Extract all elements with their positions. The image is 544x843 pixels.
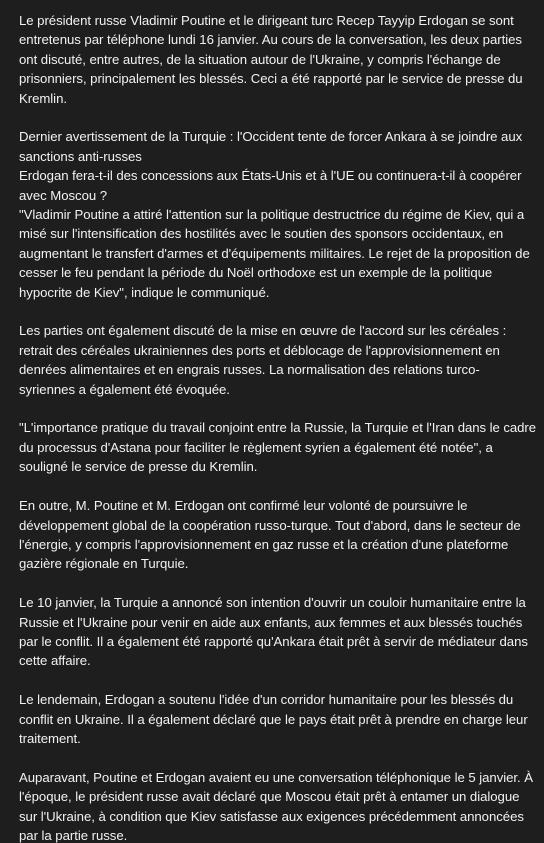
paragraph-line: conflit en Ukraine. Il a également déclaré que le pays était prêt à prendre en charge leur <box>19 711 528 727</box>
paragraph-line: retrait des céréales ukrainiennes des ports et déblocage de l'approvisionnement en <box>19 342 500 358</box>
paragraph-line: Le lendemain, Erdogan a soutenu l'idée d'un corridor humanitaire pour les blessés du <box>19 692 514 708</box>
paragraph-line: Le président russe Vladimir Poutine et le dirigeant turc Recep Tayyip Erdogan se sont <box>19 13 514 28</box>
paragraph-line: par le conflit. Il a également été rapporté qu'Ankara était prêt à servir de médiateur dans <box>19 633 528 649</box>
article-paragraph <box>19 11 530 108</box>
paragraph-line: Le 10 janvier, la Turquie a annoncé son intention d'ouvrir un couloir humanitaire entre la <box>19 595 526 611</box>
paragraph-line: "Vladimir Poutine a attiré l'attention sur la politique destructrice du régime de Kiev, qui a <box>19 207 525 223</box>
article-paragraph <box>19 768 533 843</box>
paragraph-line: sur l'Ukraine, à condition que Kiev satisfasse aux exigences précédemment annoncées <box>19 808 524 824</box>
paragraph-line: cette affaire. <box>19 653 91 669</box>
article-paragraph <box>19 321 530 399</box>
article-paragraph <box>19 418 537 476</box>
paragraph-line: Kremlin. <box>19 90 67 106</box>
article-paragraph <box>19 127 530 302</box>
paragraph-line: par la partie russe. <box>19 827 128 843</box>
paragraph-line: syriennes a également été évoquée. <box>19 381 230 397</box>
paragraph-line: l'énergie, y compris l'approvisionnement en gaz russe et la création d'une plateforme <box>19 536 509 552</box>
paragraph-line: Dernier avertissement de la Turquie : l'Occident tente de forcer Ankara à se joindre aux <box>19 129 523 145</box>
paragraph-line: prisonniers, principalement les blessés. Ceci a été rapporté par le service de presse du <box>19 71 523 87</box>
paragraph-line: cesser le feu pendant la période du Noël orthodoxe est un exemple de la politique <box>19 265 493 281</box>
paragraph-line: misé sur l'intensification des hostilités avec le soutien des sponsors occidentaux, en <box>19 226 504 242</box>
paragraph-line: gazière régionale en Turquie. <box>19 556 189 572</box>
paragraph-line: sanctions anti-russes <box>19 148 142 164</box>
paragraph-line: avec Moscou ? <box>19 187 108 203</box>
paragraph-line: Erdogan fera-t-il des concessions aux États-Unis et à l'UE ou continuera-t-il à coopérer <box>19 168 522 184</box>
paragraph-line: Russie et l'Ukraine pour venir en aide aux enfants, aux femmes et aux blessés touchés <box>19 614 523 630</box>
paragraph-line: ont discuté, entre autres, de la situation autour de l'Ukraine, y compris l'échange de <box>19 51 501 67</box>
paragraph-line: hypocrite de Kiev", indique le communiqué. <box>19 284 270 300</box>
paragraph-line: "L'importance pratique du travail conjoint entre la Russie, la Turquie et l'Iran dans le cadre <box>19 420 537 436</box>
paragraph-line: Auparavant, Poutine et Erdogan avaient eu une conversation téléphonique le 5 janvier. À <box>19 769 533 785</box>
paragraph-line: l'époque, le président russe avait déclaré que Moscou était prêt à entamer un dialogue <box>19 789 520 805</box>
paragraph-line: augmentant le transfert d'armes et d'équipements militaires. Le rejet de la proposition de <box>19 245 530 261</box>
article-paragraph <box>19 690 530 748</box>
paragraph-line: entretenus par téléphone lundi 16 janvier. Au cours de la conversation, les deux parties <box>19 32 522 48</box>
paragraph-line: denrées alimentaires et en engrais russes. La normalisation des relations turco- <box>19 362 480 378</box>
paragraph-line: Les parties ont également discuté de la mise en œuvre de l'accord sur les céréales : <box>19 323 507 339</box>
article-paragraph <box>19 496 530 574</box>
paragraph-line: développement global de la coopération russo-turque. Tout d'abord, dans le secteur de <box>19 517 521 533</box>
paragraph-line: du processus d'Astana pour faciliter le règlement syrien a également été notée", a <box>19 439 493 455</box>
paragraph-line: En outre, M. Poutine et M. Erdogan ont confirmé leur volonté de poursuivre le <box>19 498 468 514</box>
article-paragraph <box>19 593 530 671</box>
paragraph-line: traitement. <box>19 730 81 746</box>
paragraph-line: souligné le service de presse du Kremlin. <box>19 459 258 475</box>
